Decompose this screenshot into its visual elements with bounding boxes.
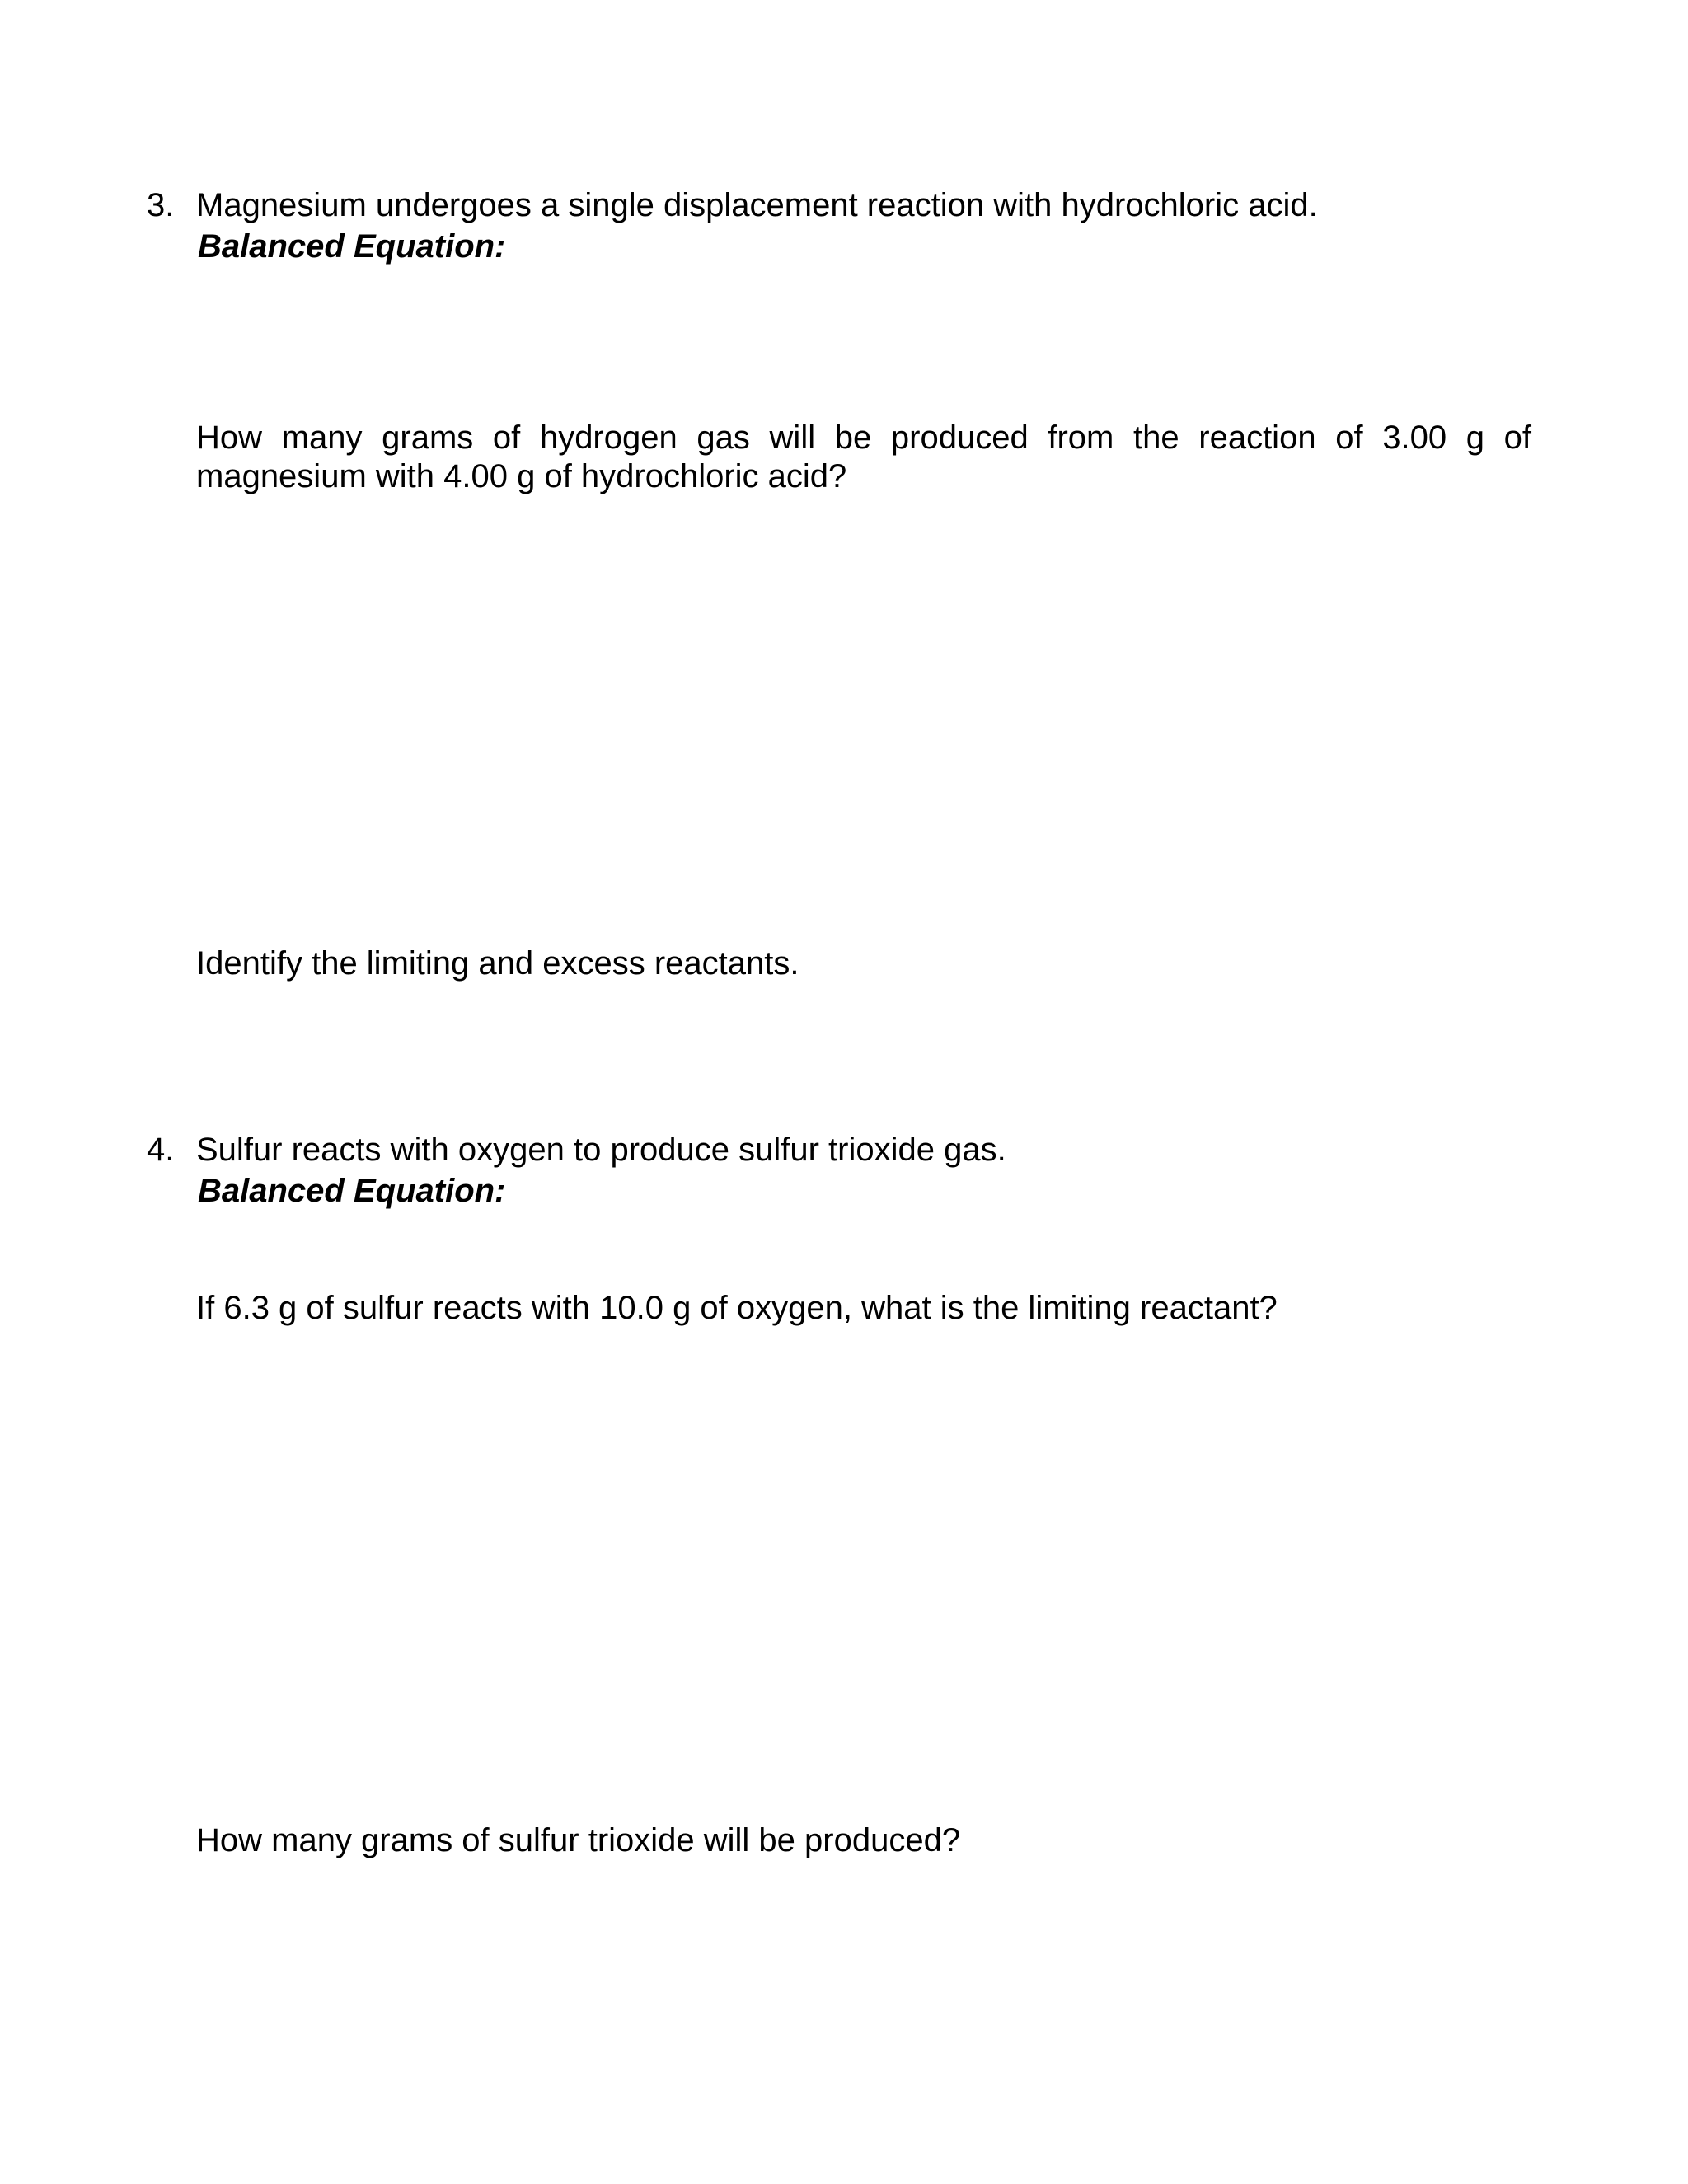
question-4-equation-label: Balanced Equation:	[198, 1173, 506, 1209]
question-4-part-b: How many grams of sulfur trioxide will be produced?	[196, 1822, 961, 1858]
question-3-number: 3.	[147, 187, 175, 223]
question-3-part-b: Identify the limiting and excess reactants.	[196, 945, 799, 982]
question-4-prompt: Sulfur reacts with oxygen to produce sulfur trioxide gas.	[196, 1132, 1006, 1168]
question-3-part-a-line-1: How many grams of hydrogen gas will be produced from the reaction of 3.00 g of	[196, 419, 1531, 456]
question-3-part-a-line-2: magnesium with 4.00 g of hydrochloric acid?	[196, 458, 847, 494]
question-4-part-a: If 6.3 g of sulfur reacts with 10.0 g of oxygen, what is the limiting reactant?	[196, 1290, 1278, 1326]
question-3-prompt: Magnesium undergoes a single displacement reaction with hydrochloric acid.	[196, 187, 1318, 223]
question-3-equation-label: Balanced Equation:	[198, 228, 506, 265]
question-3-part-a	[196, 419, 1531, 496]
question-4-number: 4.	[147, 1132, 175, 1168]
